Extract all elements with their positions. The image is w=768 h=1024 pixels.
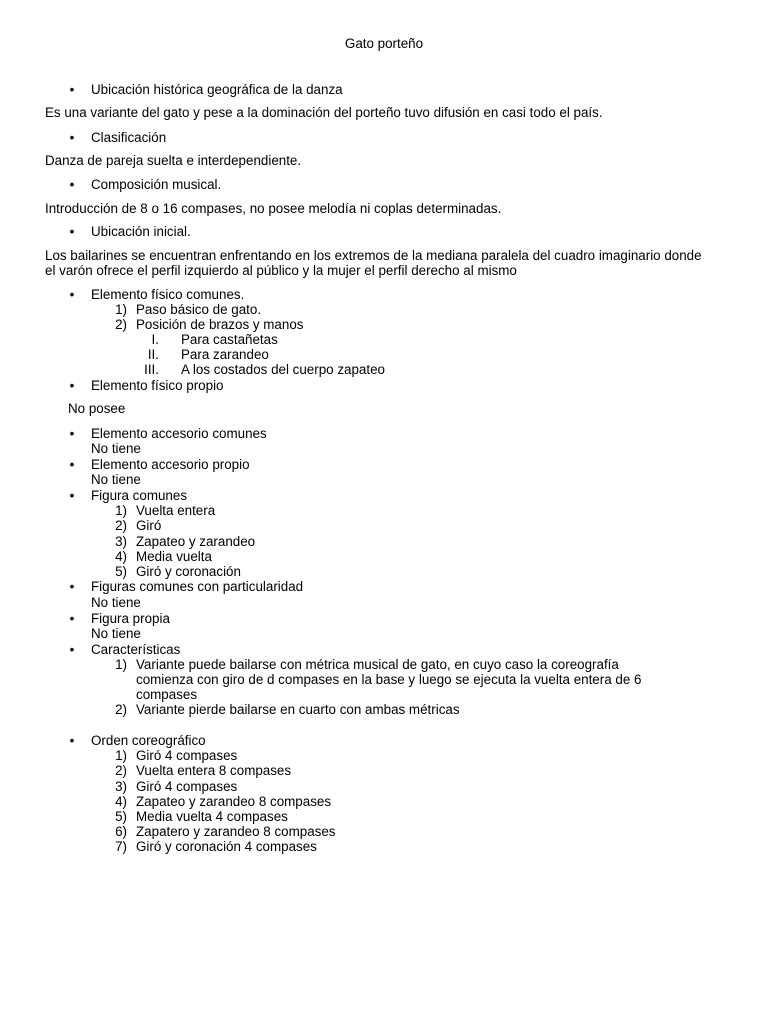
list-item: Posición de brazos y manos xyxy=(136,317,304,332)
list-item: Giró y coronación 4 compases xyxy=(136,839,317,854)
heading-elemento-fisico-comunes: Elemento físico comunes. xyxy=(91,287,245,302)
list-number: 7) xyxy=(115,839,127,854)
bullet-icon: • xyxy=(69,224,75,239)
paragraph-clasificacion: Danza de pareja suelta e interdependiente. xyxy=(45,153,302,168)
bullet-icon: • xyxy=(69,642,75,657)
text-elemento-accesorio-propio: No tiene xyxy=(91,472,141,487)
list-item-line: comienza con giro de d compases en la base y luego se ejecuta la vuelta entera de 6 xyxy=(136,672,642,687)
list-number: 3) xyxy=(115,779,127,794)
bullet-icon: • xyxy=(69,611,75,626)
sub-list-item: Para castañetas xyxy=(181,332,278,347)
list-item: Vuelta entera xyxy=(136,503,216,518)
bullet-icon: • xyxy=(69,130,75,145)
bullet-icon: • xyxy=(69,488,75,503)
paragraph-composicion-musical: Introducción de 8 o 16 compases, no posee melodía ni coplas determinadas. xyxy=(45,201,502,216)
roman-number: II. xyxy=(147,347,159,362)
heading-elemento-accesorio-propio: Elemento accesorio propio xyxy=(91,457,250,472)
list-item: Giró xyxy=(136,518,162,533)
list-number: 1) xyxy=(115,748,127,763)
list-item: Giró 4 compases xyxy=(136,779,238,794)
text-elemento-accesorio-comunes: No tiene xyxy=(91,441,141,456)
sub-list-item: Para zarandeo xyxy=(181,347,269,362)
list-item: Vuelta entera 8 compases xyxy=(136,763,292,778)
bullet-icon: • xyxy=(69,733,75,748)
list-number: 2) xyxy=(115,518,127,533)
list-item: Giró y coronación xyxy=(136,564,241,579)
paragraph-elemento-fisico-propio: No posee xyxy=(68,401,126,416)
list-item: Zapateo y zarandeo xyxy=(136,534,256,549)
list-number: 5) xyxy=(115,564,127,579)
list-item-line: Variante pierde bailarse en cuarto con ambas métricas xyxy=(136,702,460,717)
list-item-line: Variante puede bailarse con métrica musical de gato, en cuyo caso la coreografía xyxy=(136,657,619,672)
list-item: Media vuelta xyxy=(136,549,212,564)
bullet-icon: • xyxy=(69,579,75,594)
roman-number: III. xyxy=(144,362,159,377)
heading-figura-propia: Figura propia xyxy=(91,611,170,626)
list-item: Giró 4 compases xyxy=(136,748,238,763)
list-item-line: compases xyxy=(136,687,198,702)
heading-elemento-accesorio-comunes: Elemento accesorio comunes xyxy=(91,426,267,441)
list-number: 4) xyxy=(115,549,127,564)
heading-figura-comunes: Figura comunes xyxy=(91,488,188,503)
list-number: 4) xyxy=(115,794,127,809)
heading-clasificacion: Clasificación xyxy=(91,130,167,145)
bullet-icon: • xyxy=(69,378,75,393)
list-number: 1) xyxy=(115,503,127,518)
paragraph-ubicacion-historica: Es una variante del gato y pese a la dominación del porteño tuvo difusión en casi todo el país. xyxy=(45,105,603,120)
list-number: 2) xyxy=(115,763,127,778)
bullet-icon: • xyxy=(69,82,75,97)
list-item: Media vuelta 4 compases xyxy=(136,809,288,824)
sub-list-item: A los costados del cuerpo zapateo xyxy=(181,362,385,377)
heading-orden-coreografico: Orden coreográfico xyxy=(91,733,206,748)
bullet-icon: • xyxy=(69,426,75,441)
list-number: 2) xyxy=(115,317,127,332)
list-number: 6) xyxy=(115,824,127,839)
heading-ubicacion-inicial: Ubicación inicial. xyxy=(91,224,191,239)
list-number: 5) xyxy=(115,809,127,824)
list-item: Paso básico de gato. xyxy=(136,302,262,317)
document-title: Gato porteño xyxy=(344,36,424,51)
heading-figuras-comunes-particularidad: Figuras comunes con particularidad xyxy=(91,579,304,594)
list-number: 2) xyxy=(115,702,127,717)
roman-number: I. xyxy=(151,332,159,347)
heading-elemento-fisico-propio: Elemento físico propio xyxy=(91,378,224,393)
text-figura-propia: No tiene xyxy=(91,626,141,641)
text-figuras-comunes-particularidad: No tiene xyxy=(91,595,141,610)
paragraph-ubicacion-inicial: Los bailarines se encuentran enfrentando en los extremos de la mediana paralela del cuadro imaginario donde el varón ofrece el perfil izquierdo al público y la mujer el perfil derecho al mismo xyxy=(45,248,702,279)
list-number: 1) xyxy=(115,657,127,672)
bullet-icon: • xyxy=(69,287,75,302)
bullet-icon: • xyxy=(69,177,75,192)
list-number: 3) xyxy=(115,534,127,549)
list-item: Zapateo y zarandeo 8 compases xyxy=(136,794,332,809)
heading-caracteristicas: Características xyxy=(91,642,181,657)
heading-composicion-musical: Composición musical. xyxy=(91,177,222,192)
bullet-icon: • xyxy=(69,457,75,472)
list-number: 1) xyxy=(115,302,127,317)
list-item: Zapatero y zarandeo 8 compases xyxy=(136,824,336,839)
heading-ubicacion-historica: Ubicación histórica geográfica de la danza xyxy=(91,82,343,97)
